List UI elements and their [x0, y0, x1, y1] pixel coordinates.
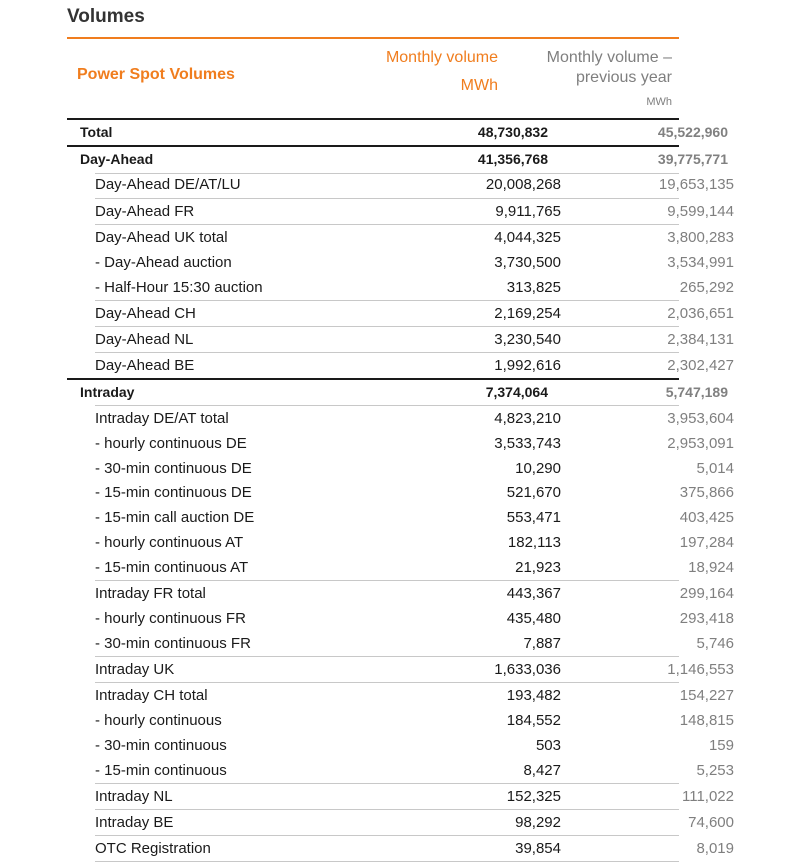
- row-label: Day-Ahead DE/AT/LU: [95, 176, 241, 193]
- table-row: [67, 279, 734, 303]
- row-prev-value: 1,146,553: [667, 661, 734, 678]
- row-label: - 30-min continuous FR: [95, 635, 251, 652]
- row-label: Intraday UK: [95, 661, 175, 678]
- row-prev-value: 2,036,651: [667, 305, 734, 322]
- row-value: 7,887: [523, 635, 561, 652]
- row-label: Intraday: [80, 384, 135, 400]
- row-prev-value: 3,534,991: [667, 254, 734, 271]
- row-label: Day-Ahead UK total: [95, 229, 228, 246]
- row-label: - hourly continuous: [95, 712, 222, 729]
- table-row: [67, 509, 734, 533]
- row-prev-value: 18,924: [688, 559, 734, 576]
- row-prev-value: 5,747,189: [665, 384, 728, 400]
- row-value: 21,923: [515, 559, 561, 576]
- row-value: 1,633,036: [494, 661, 561, 678]
- table-row: [67, 712, 734, 736]
- table-row: [67, 559, 734, 583]
- row-prev-value: 159: [708, 737, 734, 754]
- table-row: [67, 254, 734, 278]
- row-value: 98,292: [515, 814, 561, 831]
- row-value: 4,823,210: [494, 410, 561, 427]
- row-prev-value: 375,866: [679, 484, 734, 501]
- row-value: 152,325: [506, 788, 561, 805]
- table-row: [67, 610, 734, 634]
- row-value: 7,374,064: [485, 384, 548, 400]
- row-prev-value: 111,022: [682, 788, 734, 805]
- row-label: Intraday NL: [95, 788, 173, 805]
- row-prev-value: 5,253: [696, 762, 734, 779]
- row-value: 10,290: [515, 460, 561, 477]
- page-title: Volumes: [67, 6, 145, 27]
- row-label: - 15-min continuous DE: [95, 484, 252, 501]
- row-value: 41,356,768: [477, 151, 548, 167]
- row-prev-value: 148,815: [679, 712, 734, 729]
- row-label: - Half-Hour 15:30 auction: [95, 279, 263, 296]
- row-prev-value: 39,775,771: [657, 151, 728, 167]
- row-value: 39,854: [515, 840, 561, 857]
- row-value: 9,911,765: [495, 203, 561, 220]
- row-prev-value: 197,284: [679, 534, 734, 551]
- row-value: 8,427: [523, 762, 561, 779]
- row-label: Intraday BE: [95, 814, 174, 831]
- table-row: [67, 484, 734, 508]
- table-row: [67, 460, 734, 484]
- row-value: 503: [535, 737, 561, 754]
- table-row: [67, 534, 734, 558]
- row-label: Day-Ahead NL: [95, 331, 194, 348]
- row-prev-value: 5,746: [696, 635, 734, 652]
- row-prev-value: 2,302,427: [667, 357, 734, 374]
- row-prev-value: 2,953,091: [667, 435, 734, 452]
- row-prev-value: 299,164: [679, 585, 734, 602]
- row-label: Day-Ahead FR: [95, 203, 195, 220]
- row-value: 3,533,743: [494, 435, 561, 452]
- table-row-intraday: [67, 384, 728, 408]
- row-label: OTC Registration: [95, 840, 211, 857]
- row-label: - 15-min call auction DE: [95, 509, 255, 526]
- row-label: - 15-min continuous: [95, 762, 227, 779]
- table-row-day-ahead: [67, 151, 728, 175]
- table-row: [67, 814, 734, 838]
- row-value: 3,230,540: [494, 331, 561, 348]
- table-row: [67, 762, 734, 786]
- table-rule: [67, 118, 679, 120]
- row-value: 182,113: [507, 534, 561, 551]
- row-prev-value: 9,599,144: [667, 203, 734, 220]
- row-prev-value: 3,953,604: [667, 410, 734, 427]
- row-value: 3,730,500: [494, 254, 561, 271]
- table-row: [67, 203, 734, 227]
- row-value: 435,480: [506, 610, 561, 627]
- row-prev-value: 5,014: [696, 460, 734, 477]
- header-top-rule: [67, 37, 679, 39]
- row-prev-value: 403,425: [679, 509, 734, 526]
- row-prev-value: 8,019: [696, 840, 734, 857]
- table-row: [67, 410, 734, 434]
- row-prev-value: 293,418: [679, 610, 734, 627]
- row-label: - Day-Ahead auction: [95, 254, 232, 271]
- row-prev-value: 19,653,135: [658, 176, 734, 193]
- row-label: Day-Ahead BE: [95, 357, 195, 374]
- table-row-total: [67, 124, 728, 148]
- row-label: Intraday FR total: [95, 585, 206, 602]
- row-label: Intraday CH total: [95, 687, 208, 704]
- row-label: Intraday DE/AT total: [95, 410, 229, 427]
- row-prev-value: 3,800,283: [667, 229, 734, 246]
- row-label: - 30-min continuous DE: [95, 460, 252, 477]
- previous-volume-header-line2: previous year: [575, 69, 672, 86]
- previous-volume-unit: MWh: [646, 96, 672, 108]
- table-row: [67, 435, 734, 459]
- current-volume-header: Monthly volume: [385, 49, 498, 66]
- table-row: [67, 357, 734, 381]
- row-value: 553,471: [506, 509, 561, 526]
- table-row: [67, 635, 734, 659]
- table-row: [67, 305, 734, 329]
- row-label: - hourly continuous AT: [95, 534, 244, 551]
- row-value: 193,482: [506, 687, 561, 704]
- row-value: 2,169,254: [494, 305, 561, 322]
- previous-volume-header: Monthly volume –: [546, 49, 672, 66]
- row-label: - 30-min continuous: [95, 737, 227, 754]
- row-prev-value: 45,522,960: [657, 124, 728, 140]
- row-value: 4,044,325: [494, 229, 561, 246]
- row-value: 1,992,616: [494, 357, 561, 374]
- table-title: Power Spot Volumes: [77, 66, 235, 83]
- row-value: 443,367: [506, 585, 561, 602]
- table-row: [67, 331, 734, 355]
- row-value: 184,552: [506, 712, 561, 729]
- table-row: [67, 840, 734, 864]
- table-row: [67, 229, 734, 253]
- row-prev-value: 2,384,131: [667, 331, 734, 348]
- table-row: [67, 585, 734, 609]
- row-label: - 15-min continuous AT: [95, 559, 249, 576]
- table-row: [67, 788, 734, 812]
- row-label: Total: [80, 124, 113, 140]
- row-value: 48,730,832: [477, 124, 548, 140]
- row-prev-value: 74,600: [688, 814, 734, 831]
- row-value: 313,825: [506, 279, 561, 296]
- current-volume-unit: MWh: [460, 77, 498, 94]
- row-value: 521,670: [506, 484, 561, 501]
- row-prev-value: 265,292: [679, 279, 734, 296]
- table-row: [67, 661, 734, 685]
- row-label: Day-Ahead CH: [95, 305, 196, 322]
- row-prev-value: 154,227: [679, 687, 734, 704]
- row-label: Day-Ahead: [80, 151, 154, 167]
- row-label: - hourly continuous DE: [95, 435, 247, 452]
- row-value: 20,008,268: [485, 176, 561, 193]
- table-row: [67, 176, 734, 200]
- row-label: - hourly continuous FR: [95, 610, 246, 627]
- table-row: [67, 737, 734, 761]
- table-row: [67, 687, 734, 711]
